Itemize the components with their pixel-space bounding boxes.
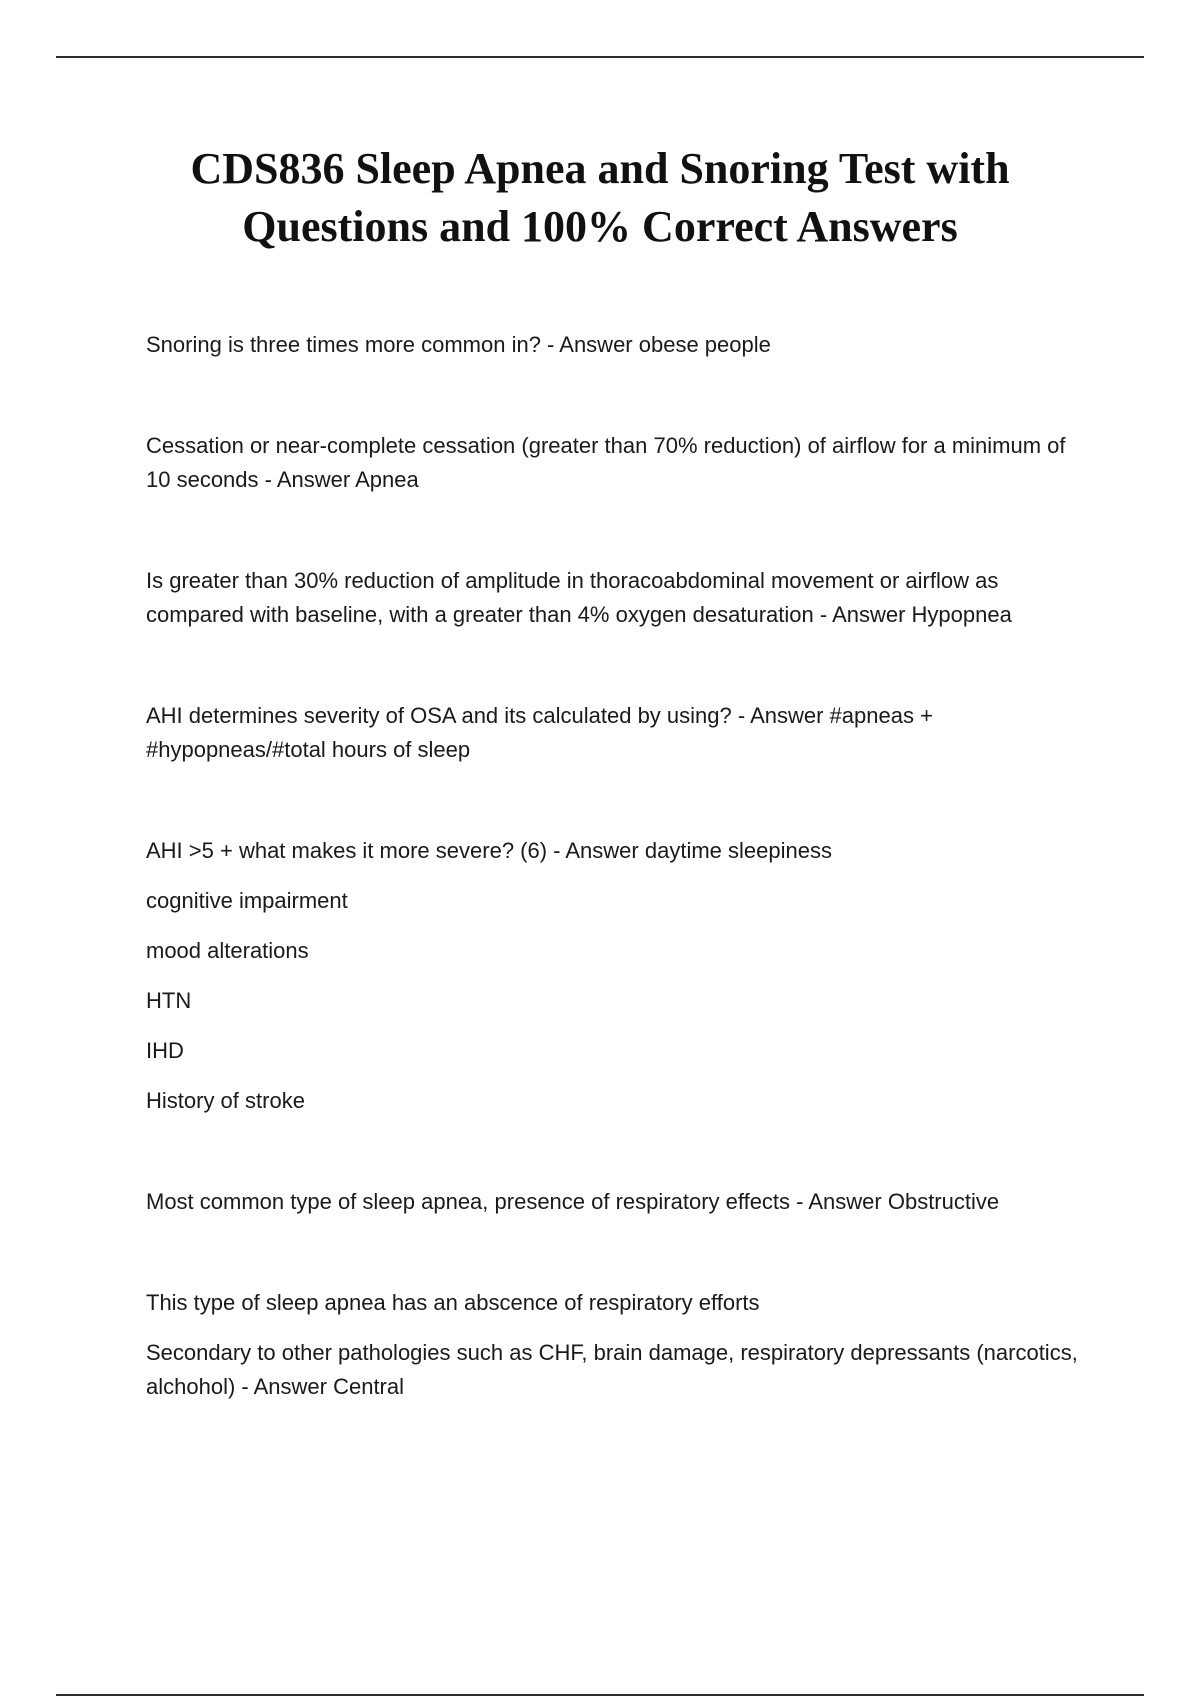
qa-item bbox=[146, 1286, 1086, 1404]
title-line-2: Questions and 100% Correct Answers bbox=[242, 202, 958, 251]
qa-item bbox=[146, 1185, 1086, 1219]
qa-text: Snoring is three times more common in? - Answer obese people bbox=[146, 332, 771, 357]
header-rule bbox=[56, 56, 1144, 58]
qa-item bbox=[146, 429, 1086, 497]
qa-list bbox=[146, 328, 1086, 1471]
footer-rule bbox=[56, 1694, 1144, 1696]
qa-text: AHI >5 + what makes it more severe? (6) - Answer daytime sleepiness bbox=[146, 838, 832, 863]
qa-text: Is greater than 30% reduction of amplitude in thoracoabdominal movement or airflow as compared with baseline, with a greater than 4% oxygen desaturation - Answer Hypopnea bbox=[146, 568, 1012, 627]
title-line-1: CDS836 Sleep Apnea and Snoring Test with bbox=[190, 144, 1010, 193]
qa-text: Most common type of sleep apnea, presence of respiratory effects - Answer Obstructive bbox=[146, 1189, 1000, 1214]
qa-answer-line: HTN bbox=[146, 988, 192, 1013]
qa-item bbox=[146, 834, 1086, 1118]
qa-answer-line: IHD bbox=[146, 1038, 184, 1063]
qa-answer-line: mood alterations bbox=[146, 938, 309, 963]
qa-text: This type of sleep apnea has an abscence of respiratory efforts bbox=[146, 1290, 760, 1315]
qa-answer-line: Secondary to other pathologies such as CHF, brain damage, respiratory depressants (narcotics, alchohol) - Answer Central bbox=[146, 1340, 1078, 1399]
qa-text: AHI determines severity of OSA and its calculated by using? - Answer #apneas + #hypopneas/#total hours of sleep bbox=[146, 703, 933, 762]
qa-answer-line: History of stroke bbox=[146, 1088, 305, 1113]
qa-answer-line: cognitive impairment bbox=[146, 888, 348, 913]
qa-item bbox=[146, 564, 1086, 632]
qa-item bbox=[146, 328, 1086, 362]
document-title bbox=[100, 140, 1100, 256]
qa-text: Cessation or near-complete cessation (greater than 70% reduction) of airflow for a minimum of 10 seconds - Answer Apnea bbox=[146, 433, 1066, 492]
qa-item bbox=[146, 699, 1086, 767]
